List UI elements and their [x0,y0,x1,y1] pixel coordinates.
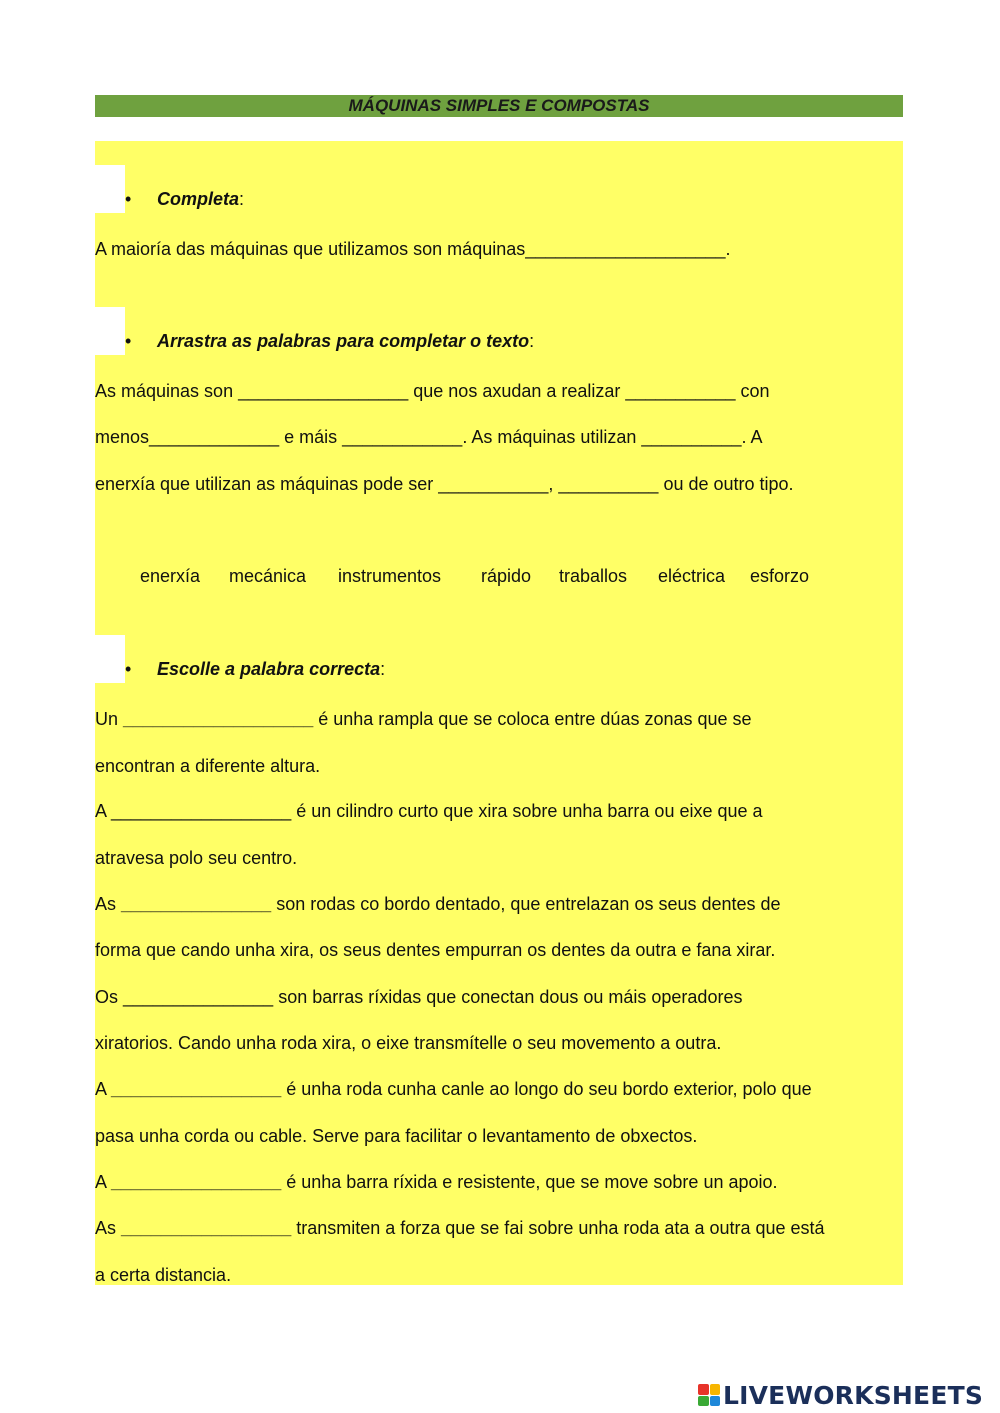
word-bank-item[interactable]: eléctrica [658,566,726,586]
question-2: A __________________ é un cilindro curto que xira sobre unha barra ou eixe que a [95,801,763,821]
section2-line-3[interactable]: enerxía que utilizan as máquinas pode ser ___________, __________ ou de outro tipo. [95,474,794,494]
liveworksheets-logo [698,1380,983,1410]
word-bank-item[interactable]: rápido [481,566,532,586]
logo-text: LIVEWORKSHEETS [723,1380,984,1410]
word-bank-item[interactable]: enerxía [140,566,201,586]
section3-heading [125,658,385,680]
question-3-cont: forma que cando unha xira, os seus dentes empurran os dentes da outra e fana xirar. [95,940,776,960]
question-1: Un ___________________ é unha rampla que se coloca entre dúas zonas que se [95,709,752,729]
bullet-notch [95,307,125,355]
question-5-cont: pasa unha corda ou cable. Serve para facilitar o levantamento de obxectos. [95,1126,698,1146]
question-5: A _________________ é unha roda cunha canle ao longo do seu bordo exterior, polo que [95,1079,812,1099]
question-3: As _______________ son rodas co bordo dentado, que entrelazan os seus dentes de [95,894,781,914]
section2-heading-colon: : [529,331,535,351]
question-2-cont: atravesa polo seu centro. [95,848,298,868]
section1-heading-colon: : [239,189,245,209]
answer-blank[interactable]: _______________ [121,894,272,914]
section2-line-1[interactable]: As máquinas son _________________ que nos axudan a realizar ___________ con [95,381,770,401]
bullet-icon: • [125,331,132,351]
liveworksheets-logo-icon [698,1384,720,1406]
answer-blank[interactable]: ___________________ [123,709,314,729]
answer-blank[interactable]: _________________ [111,1079,282,1099]
section3-heading-text: Escolle a palabra correcta [157,659,381,679]
word-bank-item[interactable]: esforzo [750,566,810,586]
question-4: Os _______________ son barras ríxidas que conectan dous ou máis operadores [95,987,743,1007]
bullet-notch [95,635,125,683]
section1-line[interactable]: A maioría das máquinas que utilizamos son máquinas____________________. [95,239,731,259]
bullet-notch [95,165,125,213]
question-6: A _________________ é unha barra ríxida e resistente, que se move sobre un apoio. [95,1172,778,1192]
section1-heading-text: Completa [157,189,240,209]
question-4-cont: xiratorios. Cando unha roda xira, o eixe transmítelle o seu movemento a outra. [95,1033,722,1053]
word-bank-item[interactable]: mecánica [229,566,307,586]
answer-blank[interactable]: __________________ [111,801,292,821]
worksheet-title: MÁQUINAS SIMPLES E COMPOSTAS [95,95,903,117]
word-bank-item[interactable]: traballos [559,566,628,586]
section2-heading-text: Arrastra as palabras para completar o texto [157,331,530,351]
bullet-icon: • [125,189,132,209]
question-7-cont: a certa distancia. [95,1265,232,1285]
word-bank-item[interactable]: instrumentos [338,566,442,586]
answer-blank[interactable]: _________________ [121,1218,292,1238]
answer-blank[interactable]: _______________ [123,987,274,1007]
answer-blank[interactable]: _________________ [111,1172,282,1192]
question-1-cont: encontran a diferente altura. [95,756,321,776]
question-7: As _________________ transmiten a forza que se fai sobre unha roda ata a outra que está [95,1218,825,1238]
section2-line-2[interactable]: menos_____________ e máis ____________. As máquinas utilizan __________. A [95,427,763,447]
bullet-icon: • [125,659,132,679]
section2-heading [125,330,534,352]
section1-heading [125,188,244,210]
section3-heading-colon: : [380,659,386,679]
